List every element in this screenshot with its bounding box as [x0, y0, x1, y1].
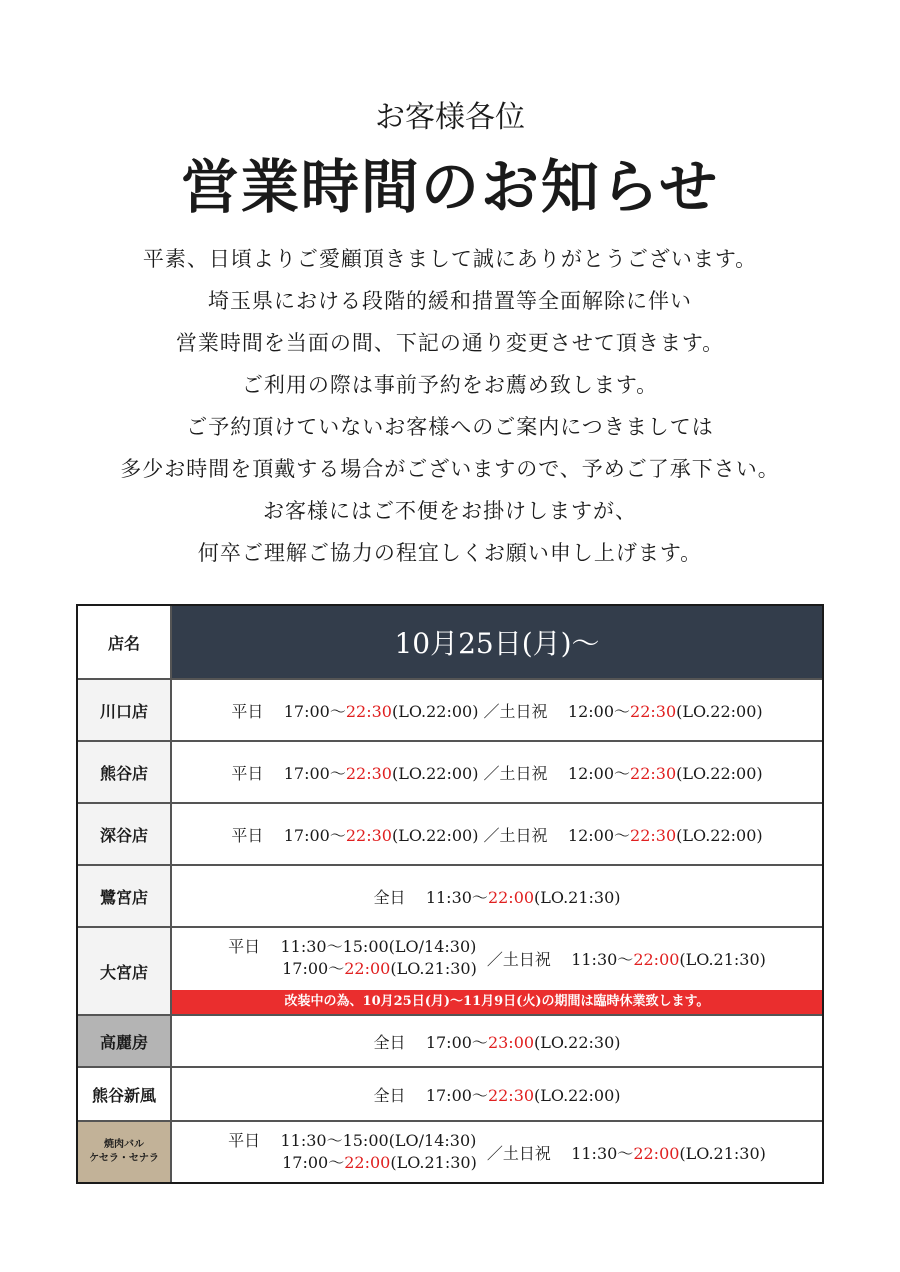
weekday-label: 平日	[228, 1131, 261, 1150]
store-hours	[172, 928, 822, 1014]
allday-lo: (LO.21:30)	[534, 887, 621, 907]
table-row	[78, 926, 822, 1014]
table-row	[78, 1120, 822, 1182]
weekend-close: 22:00	[633, 949, 680, 969]
greeting: お客様各位	[375, 100, 525, 135]
allday-open: 17:00〜	[425, 1032, 488, 1052]
message-line: ご利用の際は事前予約をお薦め致します。	[241, 373, 659, 397]
closure-notice-banner: 改装中の為、10月25日(月)〜11月9日(火)の期間は臨時休業致します。	[172, 990, 822, 1014]
store-hours	[172, 680, 822, 740]
weekend-label: 土日祝	[499, 825, 548, 845]
store-name-header: 店名	[78, 606, 172, 678]
weekday-close: 22:30	[345, 701, 392, 721]
weekend-label: 土日祝	[502, 949, 551, 969]
weekday-close: 22:30	[345, 763, 392, 783]
allday-open: 17:00〜	[425, 1085, 488, 1105]
weekend-open: 12:00〜	[567, 763, 631, 783]
store-name-line: ケセラ・セナラ	[89, 1153, 159, 1164]
dinner-close: 22:00	[344, 1153, 391, 1172]
store-name: 熊谷店	[78, 742, 172, 802]
lunch-hours: 11:30〜15:00(LO/14:30)	[280, 937, 477, 956]
weekend-label: 土日祝	[502, 1143, 551, 1163]
separator: ／	[483, 825, 500, 845]
weekend-close: 22:30	[630, 763, 677, 783]
weekday-label: 平日	[231, 701, 264, 721]
allday-close: 23:00	[487, 1032, 535, 1052]
message-line: 営業時間を当面の間、下記の通り変更させて頂きます。	[175, 331, 725, 355]
separator: ／	[483, 763, 500, 783]
weekend-close: 22:00	[633, 1143, 680, 1163]
weekend-label: 土日祝	[499, 763, 548, 783]
allday-lo: (LO.22:00)	[534, 1085, 621, 1105]
weekend-lo: (LO.21:30)	[679, 949, 766, 969]
weekend-close: 22:30	[630, 825, 677, 845]
weekend-open: 12:00〜	[567, 701, 631, 721]
allday-label: 全日	[373, 1085, 406, 1105]
dinner-close: 22:00	[344, 959, 391, 978]
dinner-lo: (LO.21:30)	[390, 1153, 477, 1172]
message-line: お客様にはご不便をお掛けしますが、	[263, 499, 637, 523]
weekday-label: 平日	[228, 937, 261, 956]
separator: ／	[483, 701, 500, 721]
table-row	[78, 1066, 822, 1120]
store-name: 深谷店	[78, 804, 172, 864]
store-name: 川口店	[78, 680, 172, 740]
weekday-lo: (LO.22:00)	[391, 701, 479, 721]
store-name: 大宮店	[78, 928, 172, 1014]
store-hours	[172, 1016, 822, 1066]
dinner-open: 17:00〜	[282, 959, 345, 978]
allday-lo: (LO.22:30)	[534, 1032, 621, 1052]
weekday-lo: (LO.22:00)	[391, 825, 479, 845]
weekday-close: 22:30	[345, 825, 392, 845]
store-name	[78, 1122, 172, 1182]
weekday-lo: (LO.22:00)	[391, 763, 479, 783]
store-name: 高麗房	[78, 1016, 172, 1066]
effective-date: 10月25日(月)〜	[172, 606, 822, 678]
weekday-label: 平日	[231, 763, 264, 783]
message-line: 埼玉県における段階的緩和措置等全面解除に伴い	[208, 289, 692, 313]
lunch-hours: 11:30〜15:00(LO/14:30)	[280, 1131, 477, 1150]
store-hours	[172, 1122, 822, 1182]
weekend-lo: (LO.22:00)	[676, 825, 763, 845]
table-header-row	[78, 606, 822, 678]
dinner-open: 17:00〜	[282, 1153, 345, 1172]
store-name-line: 焼肉バル	[104, 1139, 144, 1150]
table-row	[78, 740, 822, 802]
weekend-open: 12:00〜	[567, 825, 631, 845]
weekend-lo: (LO.22:00)	[676, 763, 763, 783]
weekend-label: 土日祝	[499, 701, 548, 721]
allday-label: 全日	[373, 887, 406, 907]
message-line: 多少お時間を頂戴する場合がございますので、予めご了承下さい。	[120, 457, 780, 481]
weekend-lo: (LO.22:00)	[676, 701, 763, 721]
weekday-open: 17:00〜	[283, 763, 346, 783]
separator: ／	[486, 1143, 503, 1163]
store-hours	[172, 1068, 822, 1120]
table-row	[78, 678, 822, 740]
store-name: 熊谷新風	[78, 1068, 172, 1120]
dinner-lo: (LO.21:30)	[390, 959, 477, 978]
store-hours	[172, 742, 822, 802]
table-row	[78, 864, 822, 926]
allday-close: 22:30	[487, 1085, 535, 1105]
message-line: 何卒ご理解ご協力の程宜しくお願い申し上げます。	[197, 541, 703, 565]
allday-label: 全日	[373, 1032, 406, 1052]
store-hours	[172, 804, 822, 864]
message-line: ご予約頂けていないお客様へのご案内につきましては	[186, 415, 714, 439]
table-row	[78, 1014, 822, 1066]
allday-close: 22:00	[487, 887, 535, 907]
weekend-close: 22:30	[630, 701, 677, 721]
notice-message	[0, 238, 900, 574]
weekday-open: 17:00〜	[283, 701, 346, 721]
weekday-label: 平日	[231, 825, 264, 845]
message-line: 平素、日頃よりご愛顧頂きまして誠にありがとうございます。	[142, 247, 758, 271]
allday-open: 11:30〜	[425, 887, 488, 907]
weekday-open: 17:00〜	[283, 825, 346, 845]
store-hours	[172, 866, 822, 926]
hours-table	[76, 604, 824, 1184]
weekend-open: 11:30〜	[571, 1143, 634, 1163]
weekend-lo: (LO.21:30)	[679, 1143, 766, 1163]
store-name: 鷺宮店	[78, 866, 172, 926]
separator: ／	[486, 949, 503, 969]
table-row	[78, 802, 822, 864]
weekend-open: 11:30〜	[571, 949, 634, 969]
page-title: 営業時間のお知らせ	[180, 153, 720, 221]
